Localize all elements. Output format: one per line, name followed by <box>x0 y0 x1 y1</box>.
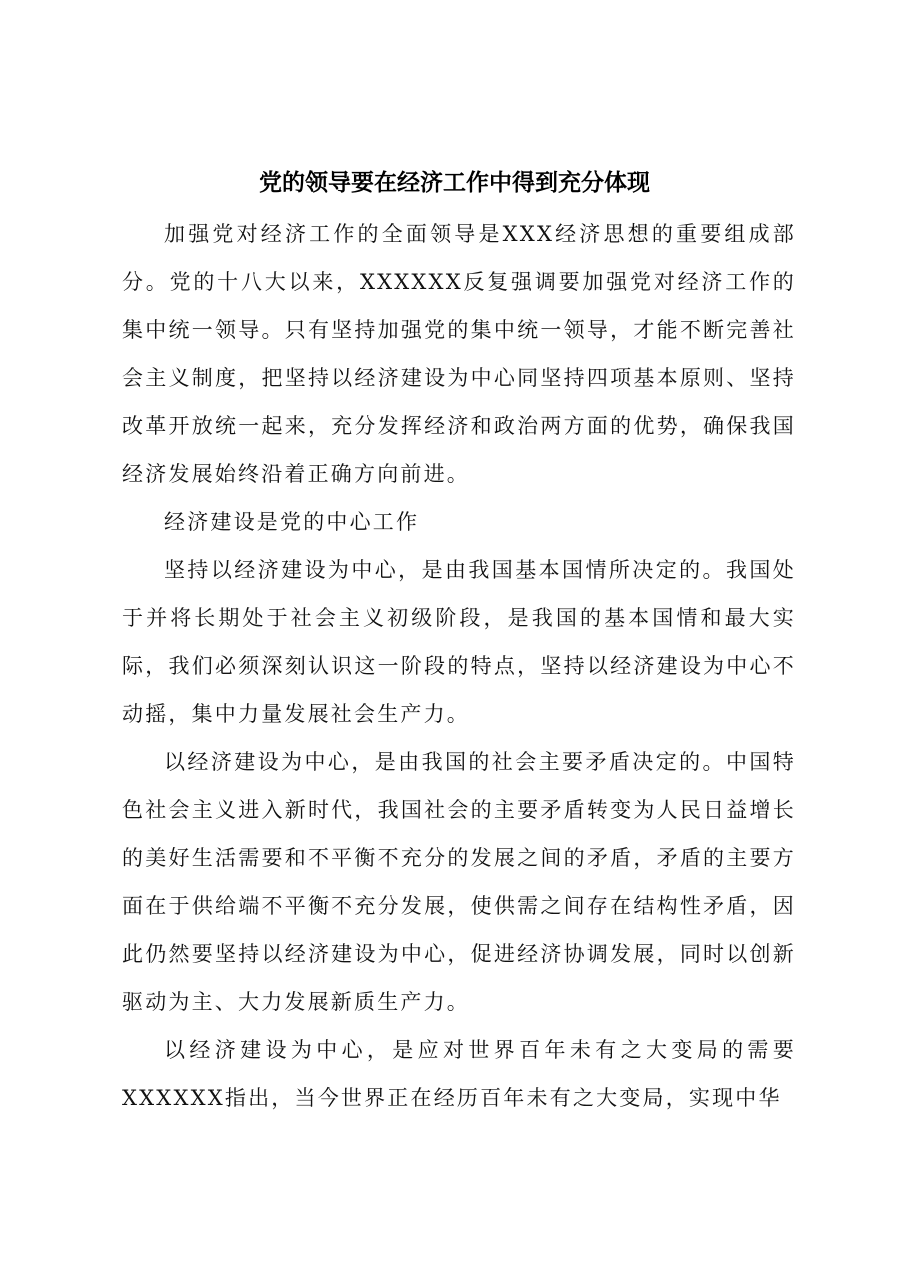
paragraph-main-contradiction: 以经济建设为中心，是由我国的社会主要矛盾决定的。中国特色社会主义进入新时代，我国社会的主要矛盾转变为人民日益增长的美好生活需要和不平衡不充分的发展之间的矛盾，矛盾的主要方面在于供给端不平衡不充分发展，使供需之间存在结构性矛盾，因此仍然要坚持以经济建设为中心，促进经济协调发展，同时以创新驱动为主、大力发展新质生产力。 <box>122 750 796 1014</box>
document-title: 党的领导要在经济工作中得到充分体现 <box>259 169 650 196</box>
document-body <box>122 210 796 1122</box>
paragraph-intro: 加强党对经济工作的全面领导是XXX经济思想的重要组成部分。党的十八大以来，XXXXXX反复强调要加强党对经济工作的集中统一领导。只有坚持加强党的集中统一领导，才能不断完善社会主义制度，把坚持以经济建设为中心同坚持四项基本原则、坚持改革开放统一起来，充分发挥经济和政治两方面的优势，确保我国经济发展始终沿着正确方向前进。 <box>122 222 796 486</box>
section-heading: 经济建设是党的中心工作 <box>164 510 420 534</box>
paragraph-national-conditions: 坚持以经济建设为中心，是由我国基本国情所决定的。我国处于并将长期处于社会主义初级阶段，是我国的基本国情和最大实际，我们必须深刻认识这一阶段的特点，坚持以经济建设为中心不动摇，集中力量发展社会生产力。 <box>122 558 796 726</box>
paragraph-global-changes: 以经济建设为中心，是应对世界百年未有之大变局的需要XXXXXX指出，当今世界正在经历百年未有之大变局，实现中华 <box>122 1038 796 1110</box>
